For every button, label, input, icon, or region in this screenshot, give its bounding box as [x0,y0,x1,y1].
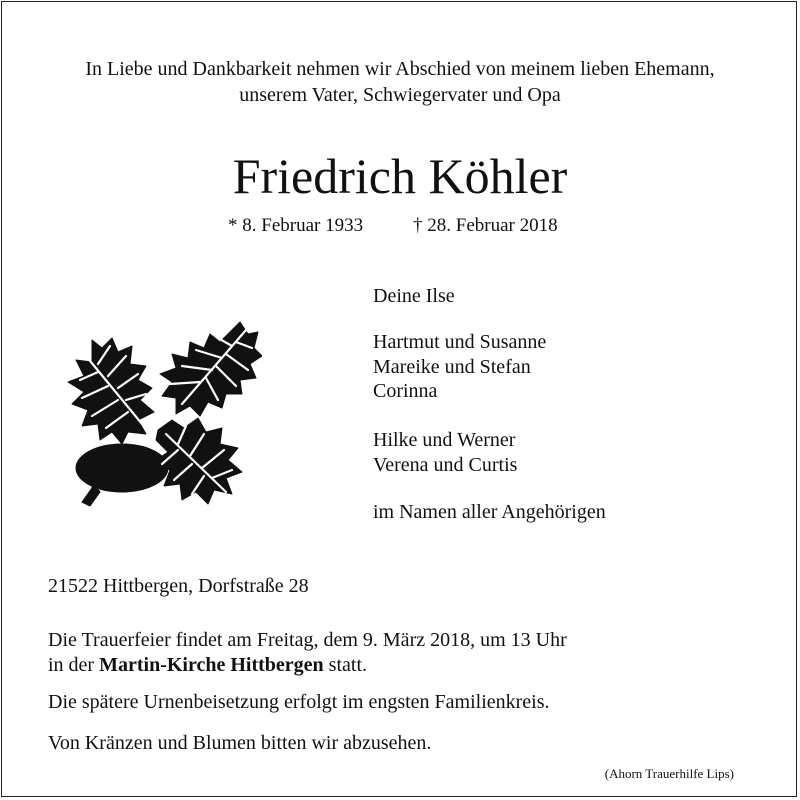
address: 21522 Hittbergen, Dorfstraße 28 [48,575,309,597]
family-member: Mareike und Stefan [373,355,531,378]
service-suffix: statt. [328,654,368,676]
service-line-1: Die Trauerfeier findet am Freitag, dem 9. März 2018, um 13 Uhr [48,629,567,651]
flowers-note: Von Kränzen und Blumen bitten wir abzusehen. [48,732,432,754]
service-line-2 [48,653,567,678]
intro-line-2: unserem Vater, Schwiegervater und Opa [239,84,561,106]
service-prefix: in der [48,654,95,676]
intro-line-1: In Liebe und Dankbarkeit nehmen wir Abschied von meinem lieben Ehemann, [85,58,715,80]
service-location: Martin-Kirche Hittbergen [99,654,324,676]
funeral-home-credit: (Ahorn Trauerhilfe Lips) [604,766,734,781]
burial-note: Die spätere Urnenbeisetzung erfolgt im engsten Familienkreis. [48,691,550,713]
family-spouse: Deine Ilse [373,285,455,307]
family-group-2 [373,428,517,477]
oak-leaves-icon [62,320,262,510]
family-member: Hartmut und Susanne [373,331,547,353]
death-date: † 28. Februar 2018 [413,215,558,236]
service-info [48,628,567,678]
family-member: Hilke und Werner [373,429,516,451]
birth-date: * 8. Februar 1933 [228,215,364,236]
deceased-name: Friedrich Köhler [232,148,568,204]
intro-text [0,56,800,108]
family-closing: im Namen aller Angehörigen [373,501,606,523]
family-member: Verena und Curtis [373,453,518,476]
family-group-1 [373,330,546,404]
family-member: Corinna [373,380,438,402]
